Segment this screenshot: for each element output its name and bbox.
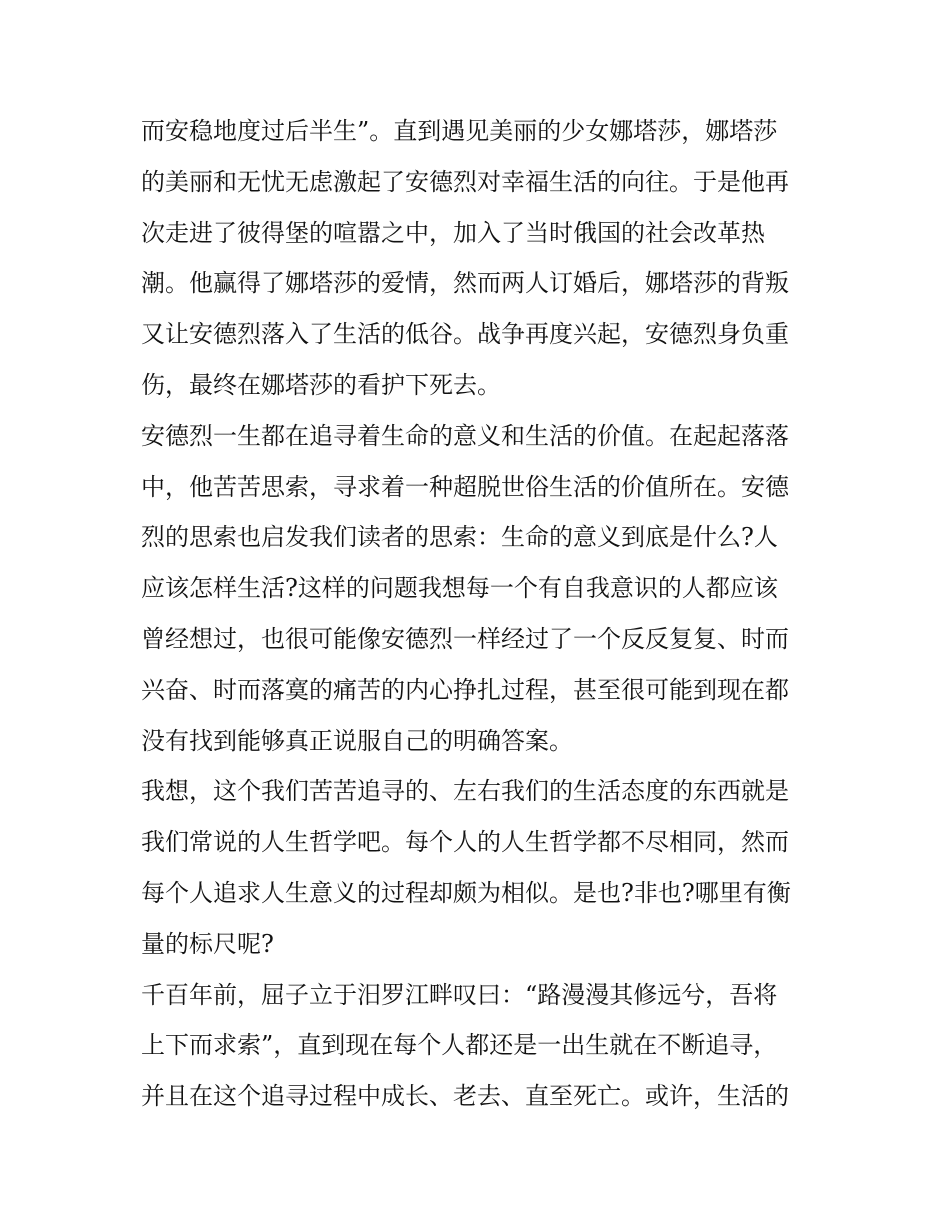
text-line: 没有找到能够真正说服自己的明确答案。 (141, 726, 573, 755)
text-line: 次走进了彼得堡的喧嚣之中，加入了当时俄国的社会改革热 (141, 218, 765, 247)
text-line: 伤，最终在娜塔莎的看护下死去。 (141, 370, 501, 399)
text-line: 并且在这个追寻过程中成长、老去、直至死亡。或许，生活的 (141, 1082, 789, 1111)
text-line: 千百年前，屈子立于汨罗江畔叹曰：“路漫漫其修远兮，吾将 (141, 980, 778, 1009)
text-line: 量的标尺呢? (141, 929, 274, 958)
paragraph-2 (141, 411, 821, 767)
text-line: 我想，这个我们苦苦追寻的、左右我们的生活态度的东西就是 (141, 777, 789, 806)
text-line: 又让安德烈落入了生活的低谷。战争再度兴起，安德烈身负重 (141, 320, 789, 349)
text-line: 中，他苦苦思索，寻求着一种超脱世俗生活的价值所在。安德 (141, 472, 789, 501)
text-line: 烈的思索也启发我们读者的思索：生命的意义到底是什么?人 (141, 523, 778, 552)
text-line: 我们常说的人生哲学吧。每个人的人生哲学都不尽相同，然而 (141, 828, 789, 857)
text-line: 每个人追求人生意义的过程却颇为相似。是也?非也?哪里有衡 (141, 878, 791, 907)
paragraph-3 (141, 766, 821, 969)
text-line: 潮。他赢得了娜塔莎的爱情，然而两人订婚后，娜塔莎的背叛 (141, 269, 789, 298)
document-page (141, 106, 821, 1122)
text-line: 而安稳地度过后半生”。直到遇见美丽的少女娜塔莎，娜塔莎 (141, 117, 778, 145)
text-line: 曾经想过，也很可能像安德烈一样经过了一个反反复复、时而 (141, 624, 789, 653)
paragraph-4 (141, 970, 821, 1122)
text-line: 安德烈一生都在追寻着生命的意义和生活的价值。在起起落落 (141, 421, 789, 450)
text-line: 兴奋、时而落寞的痛苦的内心挣扎过程，甚至很可能到现在都 (141, 675, 789, 704)
text-line: 应该怎样生活?这样的问题我想每一个有自我意识的人都应该 (141, 574, 778, 603)
paragraph-1 (141, 106, 821, 411)
text-line: 上下而求索”，直到现在每个人都还是一出生就在不断追寻， (141, 1031, 778, 1060)
text-line: 的美丽和无忧无虑激起了安德烈对幸福生活的向往。于是他再 (141, 167, 789, 196)
